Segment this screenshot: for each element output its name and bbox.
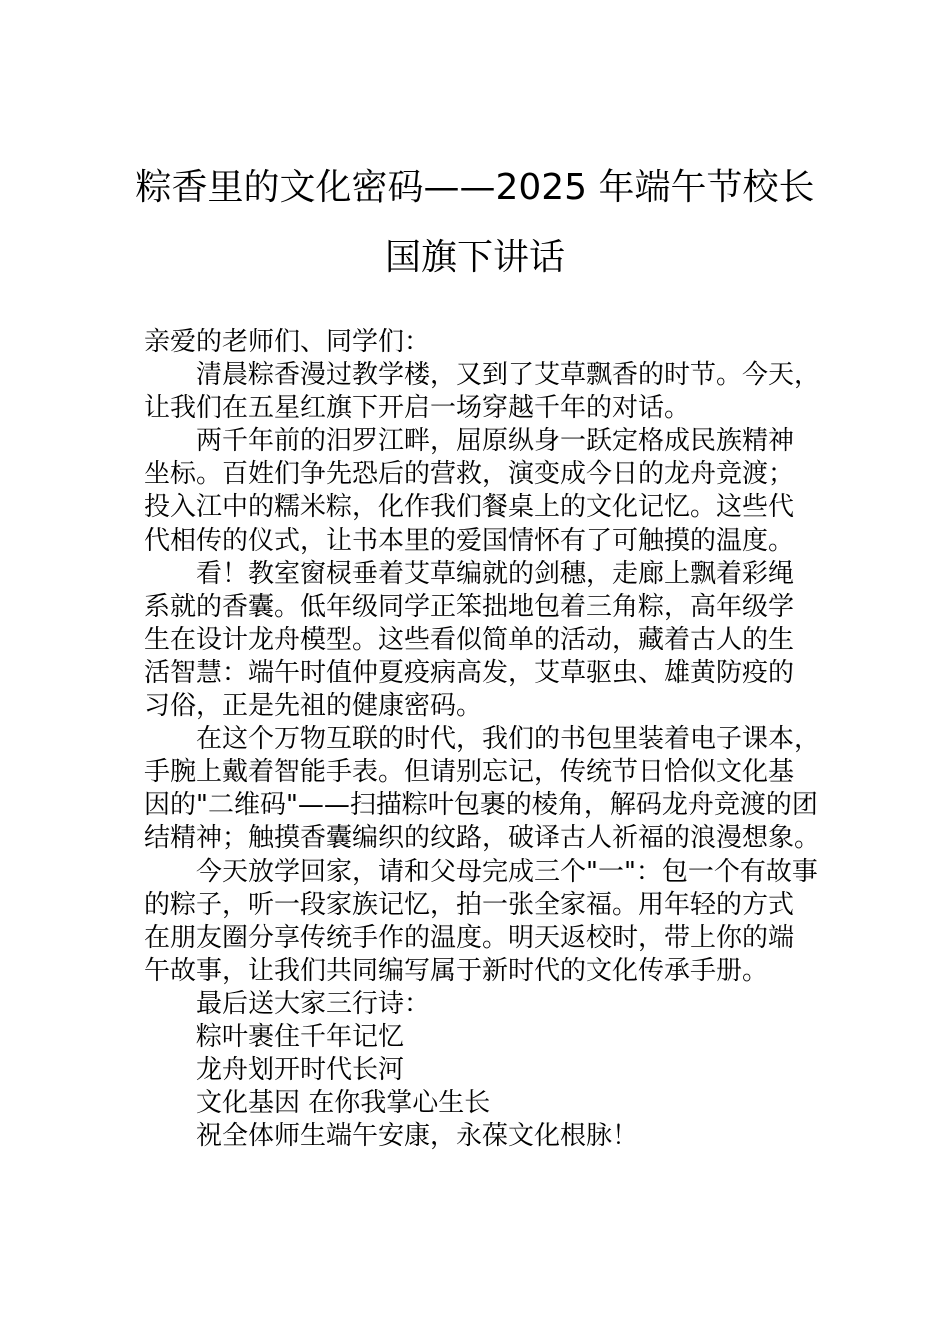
body-line: 代相传的仪式，让书本里的爱国情怀有了可触摸的温度。 bbox=[144, 525, 795, 556]
body-line: 今天放学回家，请和父母完成三个"一"：包一个有故事 bbox=[196, 856, 818, 887]
body-line: 文化基因 在你我掌心生长 bbox=[196, 1088, 491, 1119]
body-line: 坐标。百姓们争先恐后的营救，演变成今日的龙舟竞渡； bbox=[144, 459, 795, 490]
body-line: 手腕上戴着智能手表。但请别忘记，传统节日恰似文化基 bbox=[144, 757, 795, 788]
body-line: 生在设计龙舟模型。这些看似简单的活动，藏着古人的生 bbox=[144, 624, 795, 655]
body-line: 在朋友圈分享传统手作的温度。明天返校时，带上你的端 bbox=[144, 922, 795, 953]
body-line: 龙舟划开时代长河 bbox=[196, 1055, 405, 1086]
body-line: 最后送大家三行诗： bbox=[196, 988, 431, 1019]
body-line: 因的"二维码"——扫描粽叶包裹的棱角，解码龙舟竞渡的团 bbox=[144, 790, 818, 821]
body-line: 的粽子，听一段家族记忆，拍一张全家福。用年轻的方式 bbox=[144, 889, 795, 920]
body-line: 在这个万物互联的时代，我们的书包里装着电子课本， bbox=[196, 724, 821, 755]
body-line: 投入江中的糯米粽，化作我们餐桌上的文化记忆。这些代 bbox=[144, 492, 795, 523]
document-title-line-2: 国旗下讲话 bbox=[384, 237, 565, 278]
body-line: 粽叶裹住千年记忆 bbox=[196, 1021, 405, 1052]
body-line: 习俗，正是先祖的健康密码。 bbox=[144, 691, 483, 722]
document-title-line-1: 粽香里的文化密码——2025 年端午节校长 bbox=[135, 167, 815, 208]
body-line: 清晨粽香漫过教学楼，又到了艾草飘香的时节。今天， bbox=[196, 360, 821, 391]
body-line: 结精神；触摸香囊编织的纹路，破译古人祈福的浪漫想象。 bbox=[144, 823, 821, 854]
body-line: 活智慧：端午时值仲夏疫病高发，艾草驱虫、雄黄防疫的 bbox=[144, 657, 795, 688]
body-line: 系就的香囊。低年级同学正笨拙地包着三角粽，高年级学 bbox=[144, 591, 795, 622]
body-line: 亲爱的老师们、同学们： bbox=[144, 327, 431, 357]
body-line: 午故事，让我们共同编写属于新时代的文化传承手册。 bbox=[144, 955, 769, 986]
body-line: 让我们在五星红旗下开启一场穿越千年的对话。 bbox=[144, 393, 691, 424]
body-line: 看！教室窗棂垂着艾草编就的剑穗，走廊上飘着彩绳 bbox=[196, 558, 795, 589]
body-line: 祝全体师生端午安康，永葆文化根脉！ bbox=[196, 1121, 639, 1152]
document-body bbox=[144, 326, 834, 1153]
body-line: 两千年前的汨罗江畔，屈原纵身一跃定格成民族精神 bbox=[196, 426, 795, 457]
